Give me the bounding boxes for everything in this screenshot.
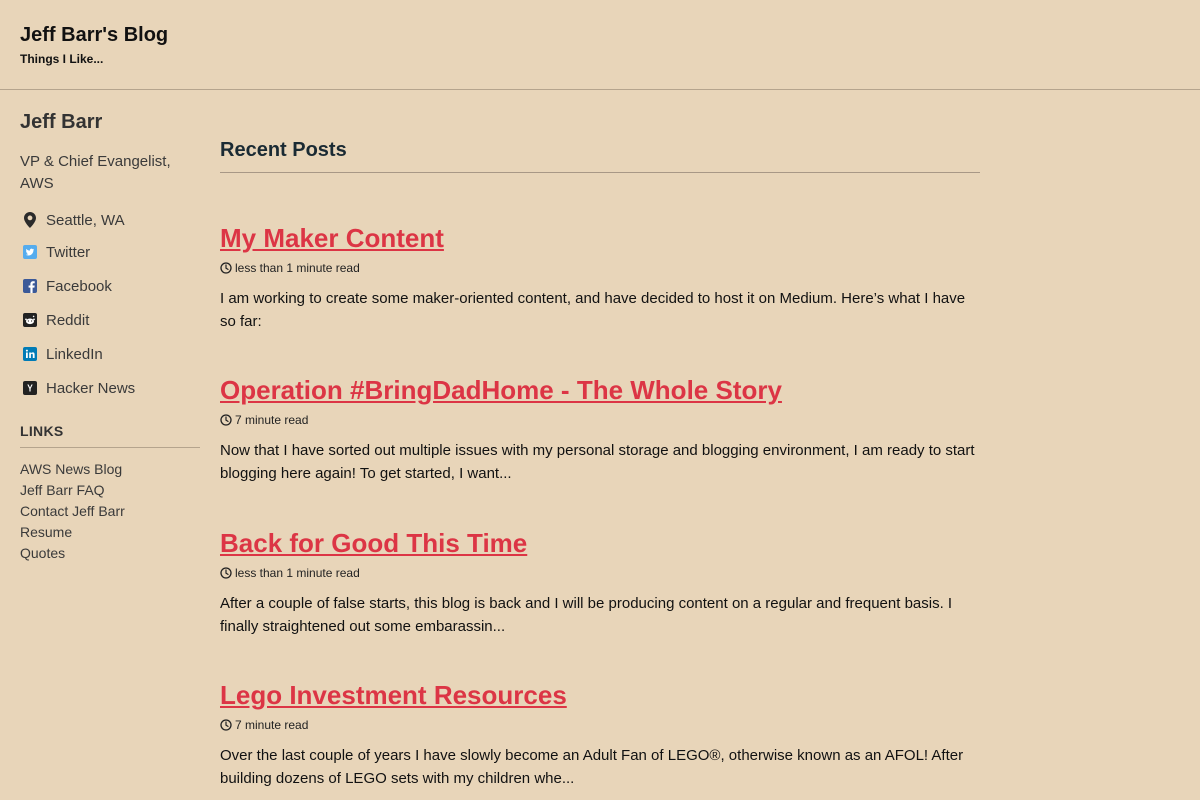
- main-content: [220, 137, 980, 787]
- author-location: [20, 205, 200, 235]
- post-excerpt: I am working to create some maker-oriented content, and have decided to host it on Medium. Here’s what I have so far:: [220, 290, 966, 330]
- clock-icon: [220, 414, 232, 426]
- social-link-hacker-news[interactable]: Hacker News: [46, 379, 136, 397]
- post-title: [220, 527, 980, 559]
- post-read-time: less than 1 minute read: [235, 566, 360, 580]
- post-title-link[interactable]: Operation #BringDadHome - The Whole Story: [220, 375, 782, 405]
- post-title-link[interactable]: My Maker Content: [220, 223, 444, 253]
- post-meta: [220, 717, 980, 733]
- recent-posts-heading: Recent Posts: [220, 137, 980, 173]
- post-read-time: 7 minute read: [235, 718, 309, 732]
- social-item-hacker-news[interactable]: [20, 371, 200, 405]
- links-list: [20, 459, 200, 564]
- link-contact-jeff-barr[interactable]: Contact Jeff Barr: [20, 503, 125, 519]
- facebook-icon: [22, 278, 38, 294]
- post-excerpt: After a couple of false starts, this blog is back and I will be producing content on a regular and frequent basis. I finally straightened out some embarassin...: [220, 595, 953, 635]
- post-read-time: 7 minute read: [235, 413, 309, 427]
- post-excerpt: Now that I have sorted out multiple issues with my personal storage and blogging environment, I am ready to start blogging here again! To get started, I want...: [220, 442, 975, 482]
- link-jeff-barr-faq[interactable]: Jeff Barr FAQ: [20, 482, 105, 498]
- post-item: [220, 527, 980, 638]
- social-item-twitter[interactable]: [20, 235, 200, 269]
- author-name: Jeff Barr: [20, 111, 103, 133]
- social-item-facebook[interactable]: [20, 269, 200, 303]
- author-bio: VP & Chief Evangelist, AWS: [20, 153, 171, 192]
- clock-icon: [220, 719, 232, 731]
- sidebar: [20, 109, 200, 564]
- linkedin-icon: [22, 346, 38, 362]
- masthead: [0, 0, 1200, 90]
- post-item: [220, 679, 980, 790]
- post-meta: [220, 260, 980, 276]
- links-item: [20, 543, 200, 564]
- links-heading: LINKS: [20, 423, 200, 448]
- reddit-icon: [22, 312, 38, 328]
- post-meta: [220, 412, 980, 428]
- link-quotes[interactable]: Quotes: [20, 545, 66, 561]
- map-marker-icon: [22, 212, 38, 228]
- site-tagline: Things I Like...: [20, 52, 104, 66]
- clock-icon: [220, 262, 232, 274]
- social-item-linkedin[interactable]: [20, 337, 200, 371]
- twitter-icon: [22, 244, 38, 260]
- post-item: [220, 222, 980, 333]
- social-link-linkedin[interactable]: LinkedIn: [46, 345, 103, 363]
- hacker-news-icon: [22, 380, 38, 396]
- post-title: [220, 679, 980, 711]
- social-link-facebook[interactable]: Facebook: [46, 277, 112, 295]
- clock-icon: [220, 567, 232, 579]
- link-resume[interactable]: Resume: [20, 524, 73, 540]
- links-item: [20, 480, 200, 501]
- link-aws-news-blog[interactable]: AWS News Blog: [20, 461, 123, 477]
- post-read-time: less than 1 minute read: [235, 261, 360, 275]
- post-title-link[interactable]: Lego Investment Resources: [220, 680, 567, 710]
- post-title: [220, 222, 980, 254]
- post-excerpt: Over the last couple of years I have slowly become an Adult Fan of LEGO®, otherwise known as an AFOL! After building dozens of LEGO sets with my children whe...: [220, 747, 964, 787]
- social-link-reddit[interactable]: Reddit: [46, 311, 90, 329]
- links-item: [20, 459, 200, 480]
- post-title: [220, 374, 980, 406]
- links-item: [20, 501, 200, 522]
- post-meta: [220, 565, 980, 581]
- author-location-label: Seattle, WA: [46, 211, 125, 229]
- author-links: [20, 205, 200, 405]
- social-link-twitter[interactable]: Twitter: [46, 243, 91, 261]
- site-title-link[interactable]: Jeff Barr's Blog: [20, 24, 169, 46]
- social-item-reddit[interactable]: [20, 303, 200, 337]
- post-item: [220, 374, 980, 485]
- post-title-link[interactable]: Back for Good This Time: [220, 528, 528, 558]
- links-item: [20, 522, 200, 543]
